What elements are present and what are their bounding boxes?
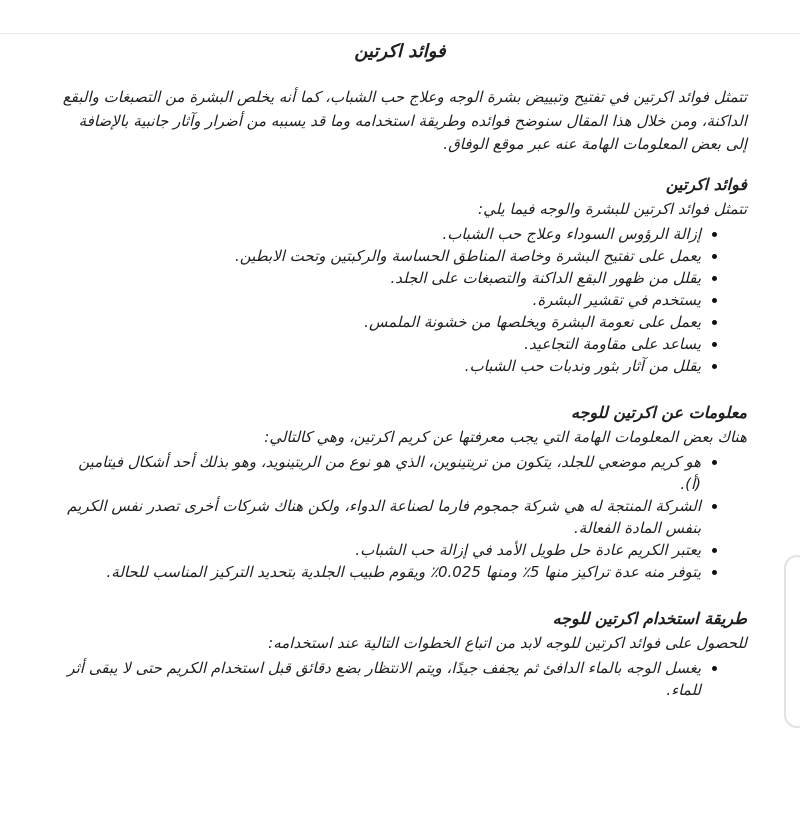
- info-list: [53, 451, 747, 583]
- list-item: • إزالة الرؤوس السوداء وعلاج حب الشباب.: [53, 223, 701, 245]
- top-divider: [0, 33, 800, 34]
- list-item: • هو كريم موضعي للجلد، يتكون من تريتينوين، الذي هو نوع من الريتينويد، وهو بذلك أحد أشكال فيتامين (أ).: [53, 451, 701, 495]
- benefits-list: [53, 223, 747, 377]
- list-item: • يعمل على تفتيح البشرة وخاصة المناطق الحساسة والركبتين وتحت الابطين.: [53, 245, 701, 267]
- article: [0, 40, 800, 701]
- section-heading-info: معلومات عن اكرتين للوجه: [570, 402, 747, 422]
- list-item: • يعتبر الكريم عادة حل طويل الأمد في إزالة حب الشباب.: [53, 539, 701, 561]
- list-item: • يقلل من ظهور البقع الداكنة والتصبغات على الجلد.: [53, 267, 701, 289]
- list-item: • يتوفر منه عدة تراكيز منها 5٪ ومنها 0.025٪ ويقوم طبيب الجلدية بتحديد التركيز المناسب للحالة.: [53, 561, 701, 583]
- list-item: • يعمل على نعومة البشرة ويخلصها من خشونة الملمس.: [53, 311, 701, 333]
- list-item: • يغسل الوجه بالماء الدافئ ثم يجفف جيدًا، ويتم الانتظار بضع دقائق قبل استخدام الكريم حتى لا يبقى أثر للماء.: [53, 657, 701, 701]
- scrollbar-thumb[interactable]: [784, 555, 800, 728]
- page-title: فوائد اكرتين: [354, 41, 446, 62]
- intro-paragraph: تتمثل فوائد اكرتين في تفتيح وتبييض بشرة الوجه وعلاج حب الشباب، كما أنه يخلص البشرة من التصبغات والبقع الداكنة، ومن خلال هذا المقال سنوضح فوائده وطريقة استخدامه وما قد يسببه من أضرار وآثار جانبية بالإضافة إلى بعض المعلومات الهامة عنه عبر موقع الوفاق.: [62, 88, 747, 153]
- list-item: • يستخدم في تقشير البشرة.: [53, 289, 701, 311]
- section-lead: للحصول على فوائد اكرتين للوجه لابد من اتباع الخطوات التالية عند استخدامه:: [268, 633, 747, 652]
- section-lead: هناك بعض المعلومات الهامة التي يجب معرفتها عن كريم اكرتين، وهي كالتالي:: [264, 427, 747, 446]
- list-item: • يقلل من آثار بثور وندبات حب الشباب.: [53, 355, 701, 377]
- usage-list: [53, 657, 747, 701]
- section-heading-benefits: فوائد اكرتين: [665, 174, 747, 194]
- section-heading-usage: طريقة استخدام اكرتين للوجه: [552, 608, 747, 628]
- list-item: • الشركة المنتجة له هي شركة جمجوم فارما لصناعة الدواء، ولكن هناك شركات أخرى تصدر نفس الكريم بنفس المادة الفعالة.: [53, 495, 701, 539]
- list-item: • يساعد على مقاومة التجاعيد.: [53, 333, 701, 355]
- section-lead: تتمثل فوائد اكرتين للبشرة والوجه فيما يلي:: [478, 199, 747, 218]
